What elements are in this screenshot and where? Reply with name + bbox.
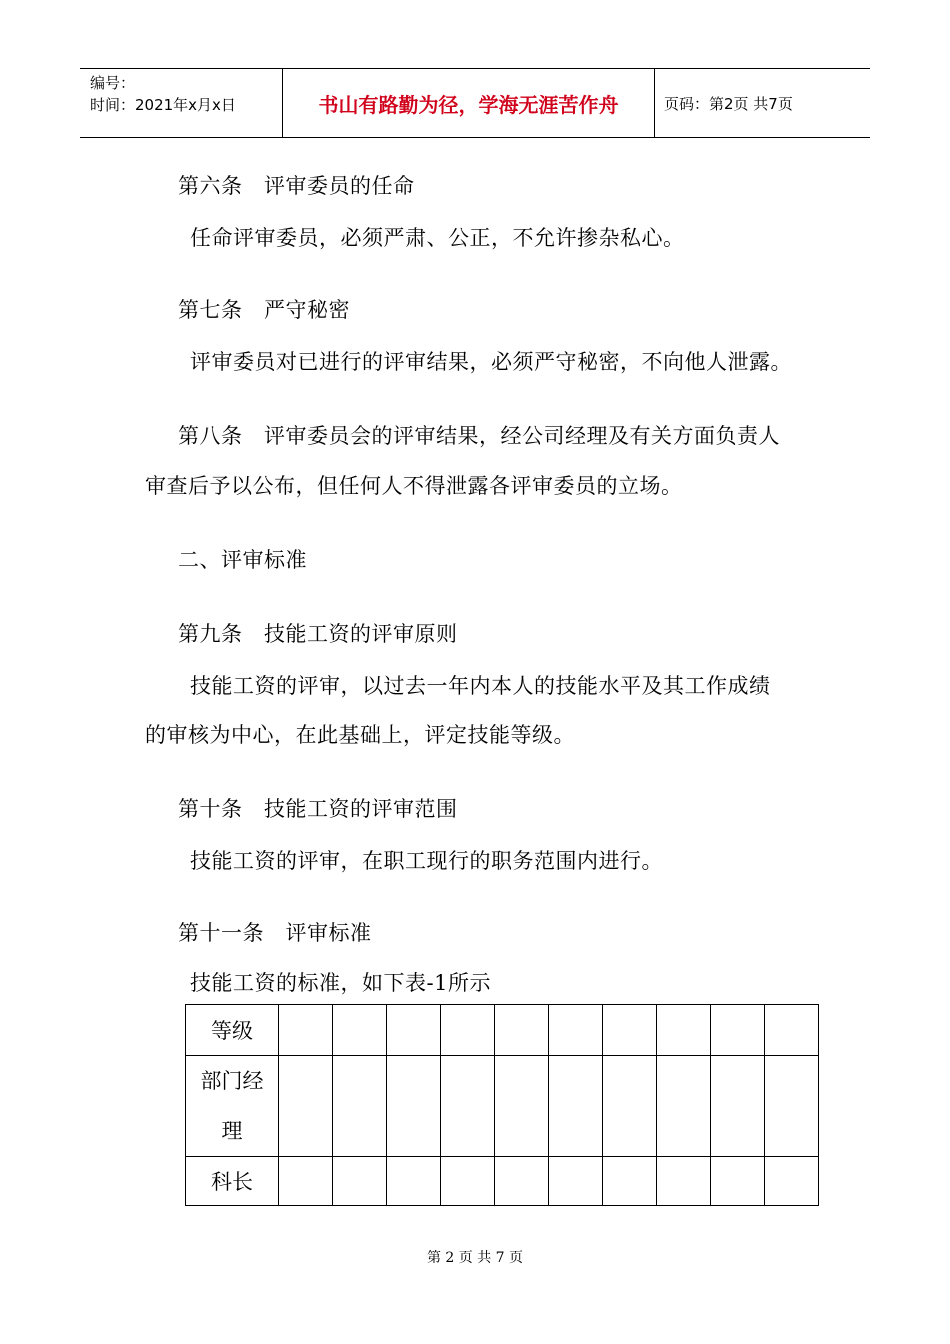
document-date: 时间：2021年x月x日 (90, 96, 236, 114)
section-2-title: 二、评审标准 (178, 548, 307, 572)
table-cell (279, 1157, 333, 1206)
page-footer: 第 2 页 共 7 页 (426, 1250, 524, 1266)
table-cell (711, 1005, 765, 1056)
table-cell (333, 1005, 387, 1056)
table-cell (333, 1157, 387, 1206)
article-7-text: 评审委员对已进行的评审结果，必须严守秘密，不向他人泄露。 (190, 350, 792, 374)
table-cell (765, 1157, 819, 1206)
table-cell (657, 1056, 711, 1157)
table-cell (549, 1157, 603, 1206)
table-cell (765, 1005, 819, 1056)
row-label-section-chief: 科长 (186, 1157, 279, 1206)
row-label-grade: 等级 (186, 1005, 279, 1056)
row-label-line: 理 (221, 1119, 243, 1143)
table-cell (387, 1056, 441, 1157)
table-cell (711, 1157, 765, 1206)
table-cell (441, 1005, 495, 1056)
table-cell (333, 1056, 387, 1157)
table-cell (441, 1157, 495, 1206)
document-number: 编号： (90, 74, 136, 92)
article-6-text: 任命评审委员，必须严肃、公正，不允许掺杂私心。 (190, 226, 685, 250)
article-11-title: 第十一条 评审标准 (178, 921, 372, 945)
table-cell (495, 1056, 549, 1157)
header-motto: 书山有路勤为径，学海无涯苦作舟 (282, 69, 655, 137)
article-8-line-2: 审查后予以公布，但任何人不得泄露各评审委员的立场。 (145, 474, 683, 498)
article-10-title: 第十条 技能工资的评审范围 (178, 797, 458, 821)
article-9-line-2: 的审核为中心，在此基础上，评定技能等级。 (145, 723, 575, 747)
table-row (186, 1005, 819, 1056)
row-label-department-manager (186, 1056, 279, 1157)
article-7-title: 第七条 严守秘密 (178, 298, 350, 322)
table-cell (279, 1005, 333, 1056)
table-cell (603, 1005, 657, 1056)
article-9-line-1: 技能工资的评审，以过去一年内本人的技能水平及其工作成绩 (190, 674, 771, 698)
article-10-text: 技能工资的评审，在职工现行的职务范围内进行。 (190, 849, 663, 873)
header-page-info: 页码：第2页 共7页 (664, 94, 793, 113)
table-cell (549, 1005, 603, 1056)
table-cell (711, 1056, 765, 1157)
article-9-title: 第九条 技能工资的评审原则 (178, 622, 458, 646)
table-cell (603, 1056, 657, 1157)
table-cell (495, 1005, 549, 1056)
article-11-text: 技能工资的标准，如下表-1所示 (190, 971, 491, 995)
page-header (80, 68, 870, 138)
table-cell (603, 1157, 657, 1206)
table-cell (441, 1056, 495, 1157)
table-cell (657, 1005, 711, 1056)
wage-standard-table (185, 1004, 819, 1206)
table-row (186, 1056, 819, 1157)
row-label-line: 部门经 (200, 1069, 264, 1093)
table-cell (549, 1056, 603, 1157)
table-cell (657, 1157, 711, 1206)
table-cell (495, 1157, 549, 1206)
table-cell (279, 1056, 333, 1157)
table-cell (387, 1157, 441, 1206)
article-8-line-1: 第八条 评审委员会的评审结果，经公司经理及有关方面负责人 (178, 424, 780, 448)
header-meta (80, 69, 282, 137)
table-cell (387, 1005, 441, 1056)
table-cell (765, 1056, 819, 1157)
article-6-title: 第六条 评审委员的任命 (178, 174, 415, 198)
table-row (186, 1157, 819, 1206)
